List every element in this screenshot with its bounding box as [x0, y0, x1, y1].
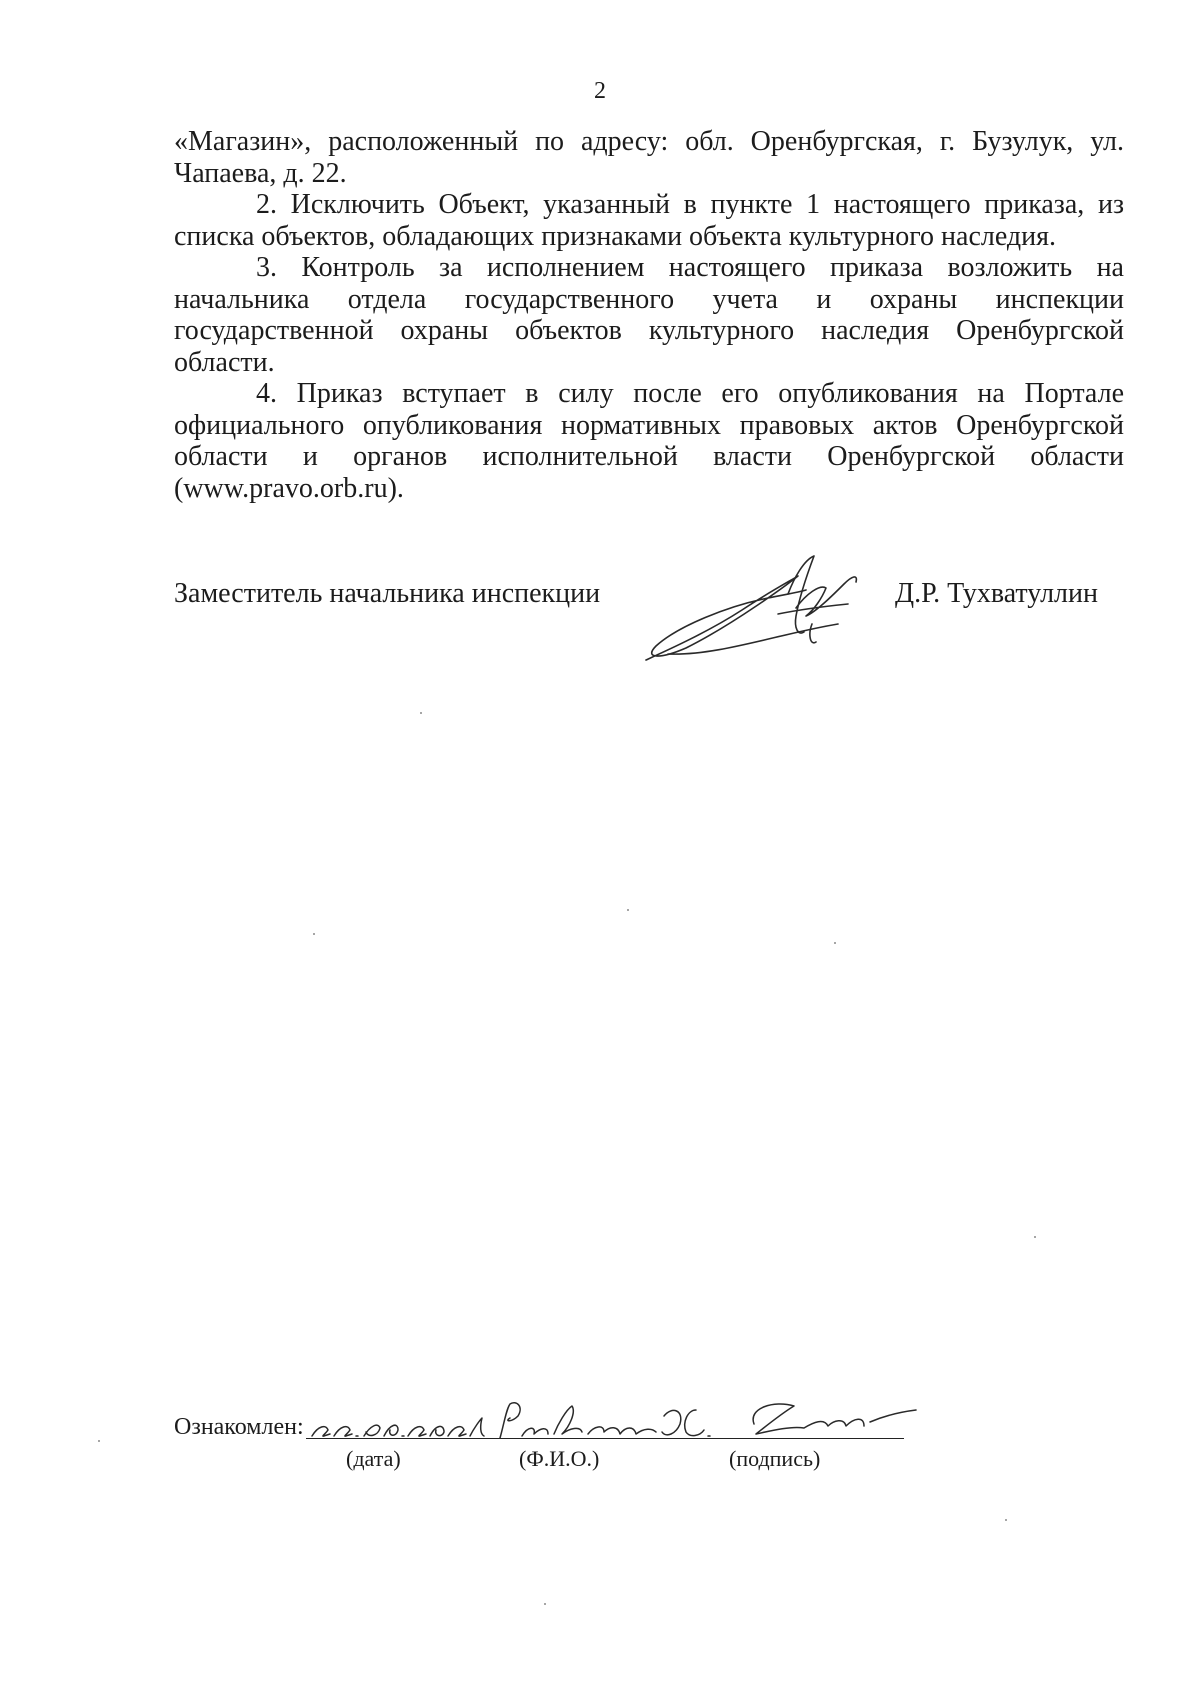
signature-block — [174, 578, 1124, 688]
signer-position: Заместитель начальника инспекции — [174, 578, 601, 609]
acknowledgement-block — [174, 1414, 1124, 1494]
caption-signature: (подпись) — [729, 1446, 821, 1471]
paragraph-item-3: 3. Контроль за исполнением настоящего приказа возложить на начальника отдела государственного учета и охраны инспекции государственной охраны объектов культурного наследия Оренбургской области. — [174, 252, 1124, 378]
caption-date: (дата) — [346, 1446, 401, 1471]
acknowledgement-label: Ознакомлен: — [174, 1414, 304, 1440]
scan-speck — [420, 712, 422, 714]
caption-fio: (Ф.И.О.) — [519, 1446, 600, 1471]
paragraph-item-2: 2. Исключить Объект, указанный в пункте 1 настоящего приказа, из списка объектов, обладающих признаками объекта культурного наследия. — [174, 189, 1124, 252]
scan-speck — [313, 933, 315, 935]
scan-speck — [1005, 1519, 1007, 1521]
scan-speck — [98, 1440, 100, 1442]
acknowledgement-handwriting — [304, 1396, 924, 1446]
handwritten-signature — [638, 554, 868, 664]
paragraph-continuation: «Магазин», расположенный по адресу: обл. Оренбургская, г. Бузулук, ул. Чапаева, д. 22. — [174, 126, 1124, 189]
scan-speck — [834, 942, 836, 944]
signer-name: Д.Р. Тухватуллин — [895, 578, 1098, 609]
scan-speck — [544, 1603, 546, 1605]
scan-speck — [627, 909, 629, 911]
paragraph-item-4: 4. Приказ вступает в силу после его опубликования на Портале официального опубликования нормативных правовых актов Оренбургской области и органов исполнительной власти Оренбургской области (www.pravo.orb.ru). — [174, 378, 1124, 504]
document-body — [174, 126, 1124, 504]
scan-speck — [1034, 1236, 1036, 1238]
page-number: 2 — [594, 78, 606, 104]
